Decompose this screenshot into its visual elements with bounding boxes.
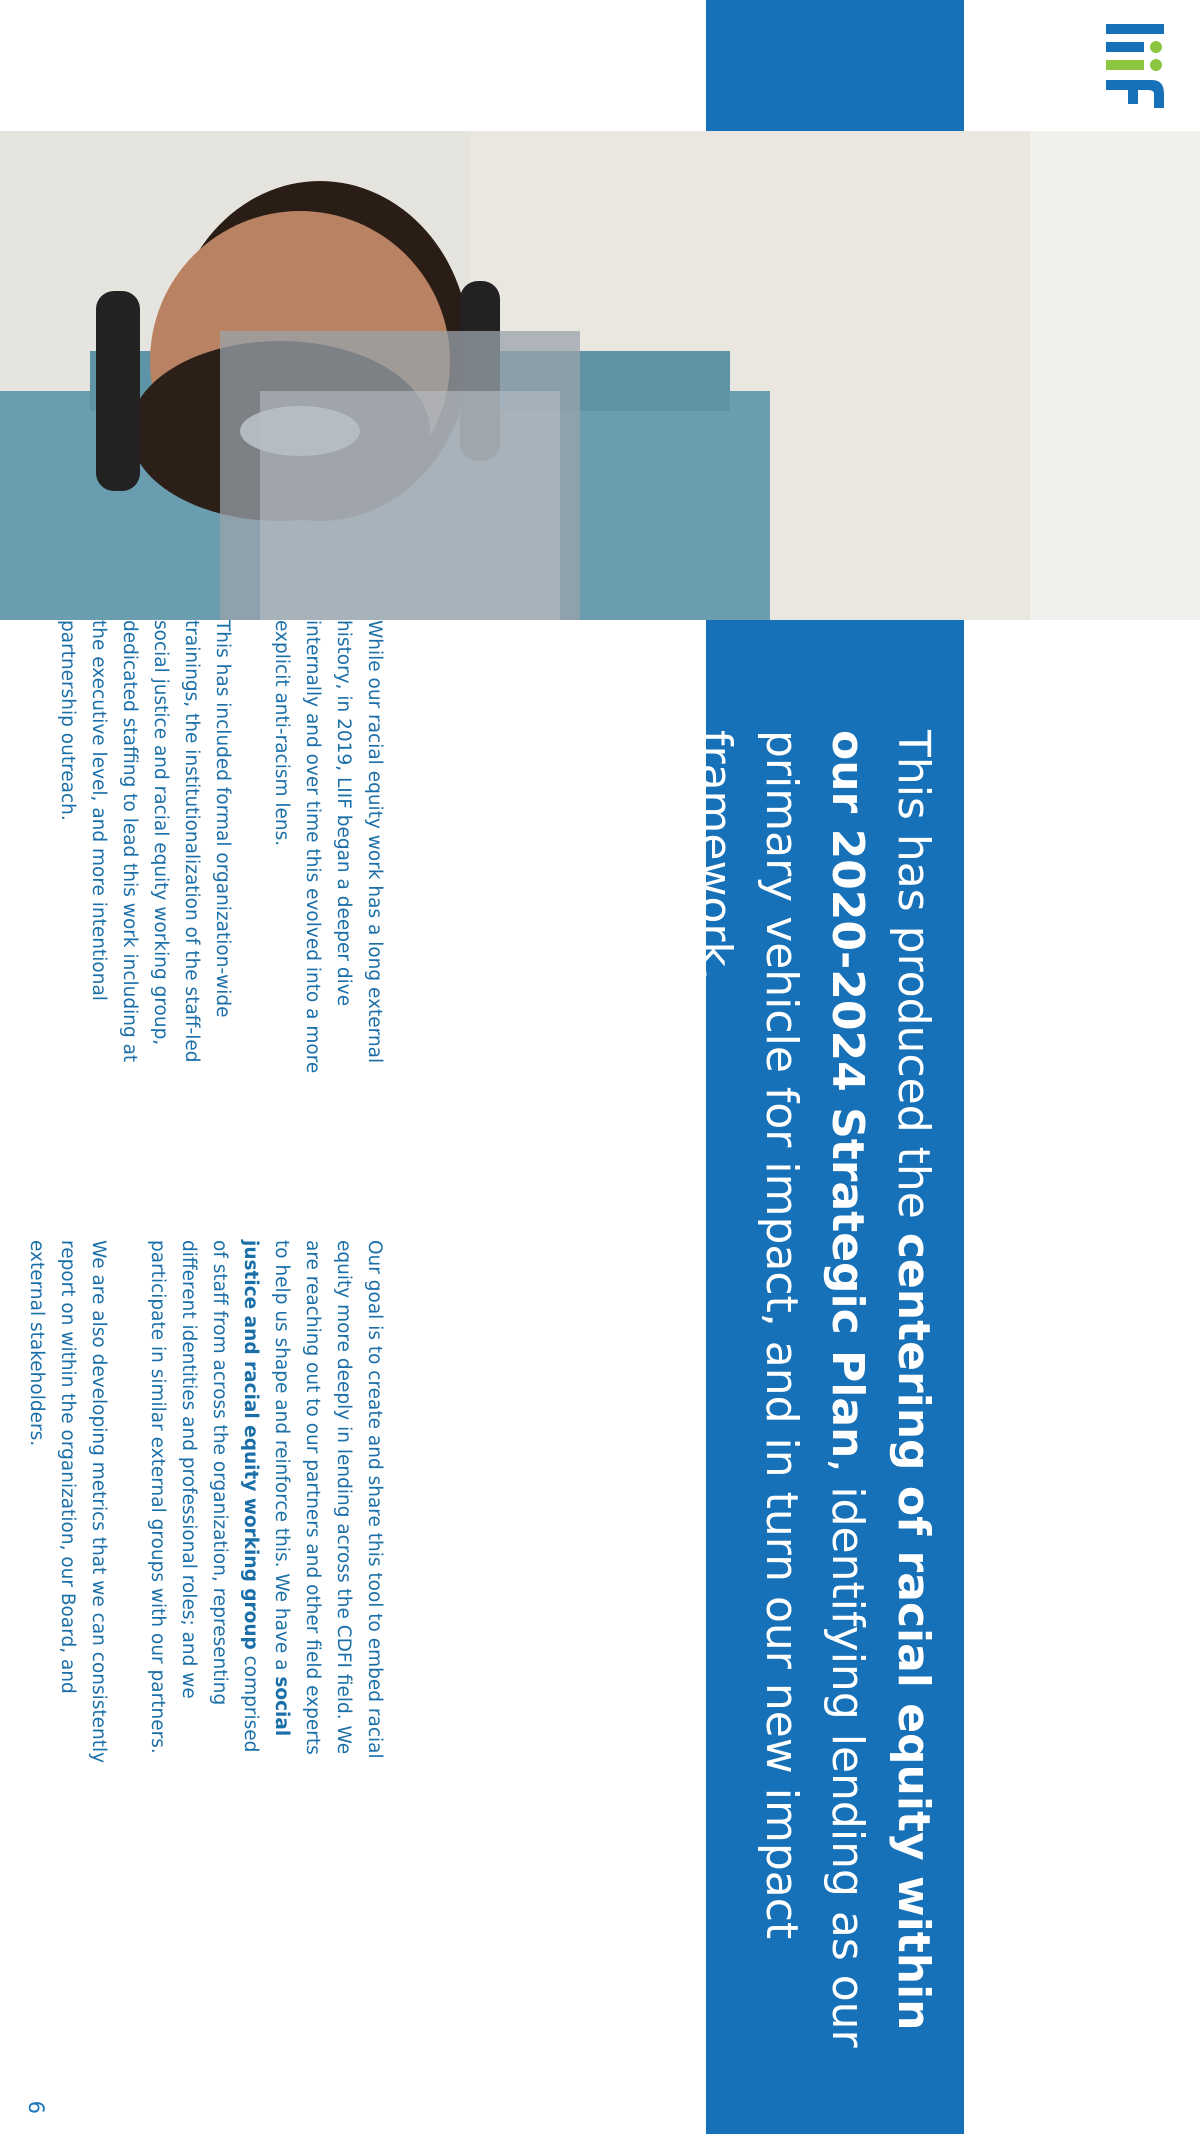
photo [0, 131, 1200, 620]
text-column-right [0, 1240, 390, 1770]
paragraph-text: comprised of staff from across the organization, representing different identities and professional roles; and we participate in similar external groups with our partners. [147, 1240, 261, 1754]
photo-smiling-man-headset-icon [0, 131, 1200, 620]
paragraph: We are also developing metrics that we can consistently report on within the organization, our Board, and external stakeholders. [26, 1240, 109, 1764]
logo-dot-2 [1150, 59, 1162, 71]
paragraph-bold: social justice and racial equity working group [240, 1240, 292, 1737]
liif-logo [1084, 18, 1174, 118]
logo-bar-1 [1106, 24, 1164, 34]
logo-bar-2 [1106, 42, 1144, 52]
blue-band-top [706, 0, 964, 131]
paragraph: While our racial equity work has a long external history, in 2019, LIIF began a deeper dive internally and over time this evolved into a more explicit anti-racism lens. [271, 620, 385, 1074]
paragraph [142, 1240, 390, 1770]
highlight-band [690, 620, 964, 2134]
headline [682, 730, 946, 2090]
headline-part2: , identifying lending as our primary vehicle for impact, and in turn our new impact framework. [690, 730, 873, 2048]
headline-bold: centering of racial equity within our 2020-2024 Strategic Plan [822, 730, 939, 2031]
paragraph-text: Our goal is to create and share this tool to embed racial equity more deeply in lending across the CDFI field. We are reaching out to our partners and other field experts to help us shape and reinforce this. We have a [271, 1240, 385, 1759]
page-number: 6 [24, 2100, 48, 2114]
text-column-left [24, 620, 390, 1090]
logo-bar-3 [1106, 60, 1144, 70]
logo-f [1106, 80, 1164, 108]
logo-dot-1 [1150, 41, 1162, 53]
paragraph: This has included formal organization-wide trainings, the institutionalization of the staff-led social justice and racial equity working group, dedicated staffing to lead this work including at the executive level, and more intentional partnership outreach. [57, 620, 233, 1063]
headline-part1: This has produced the [888, 730, 939, 1233]
